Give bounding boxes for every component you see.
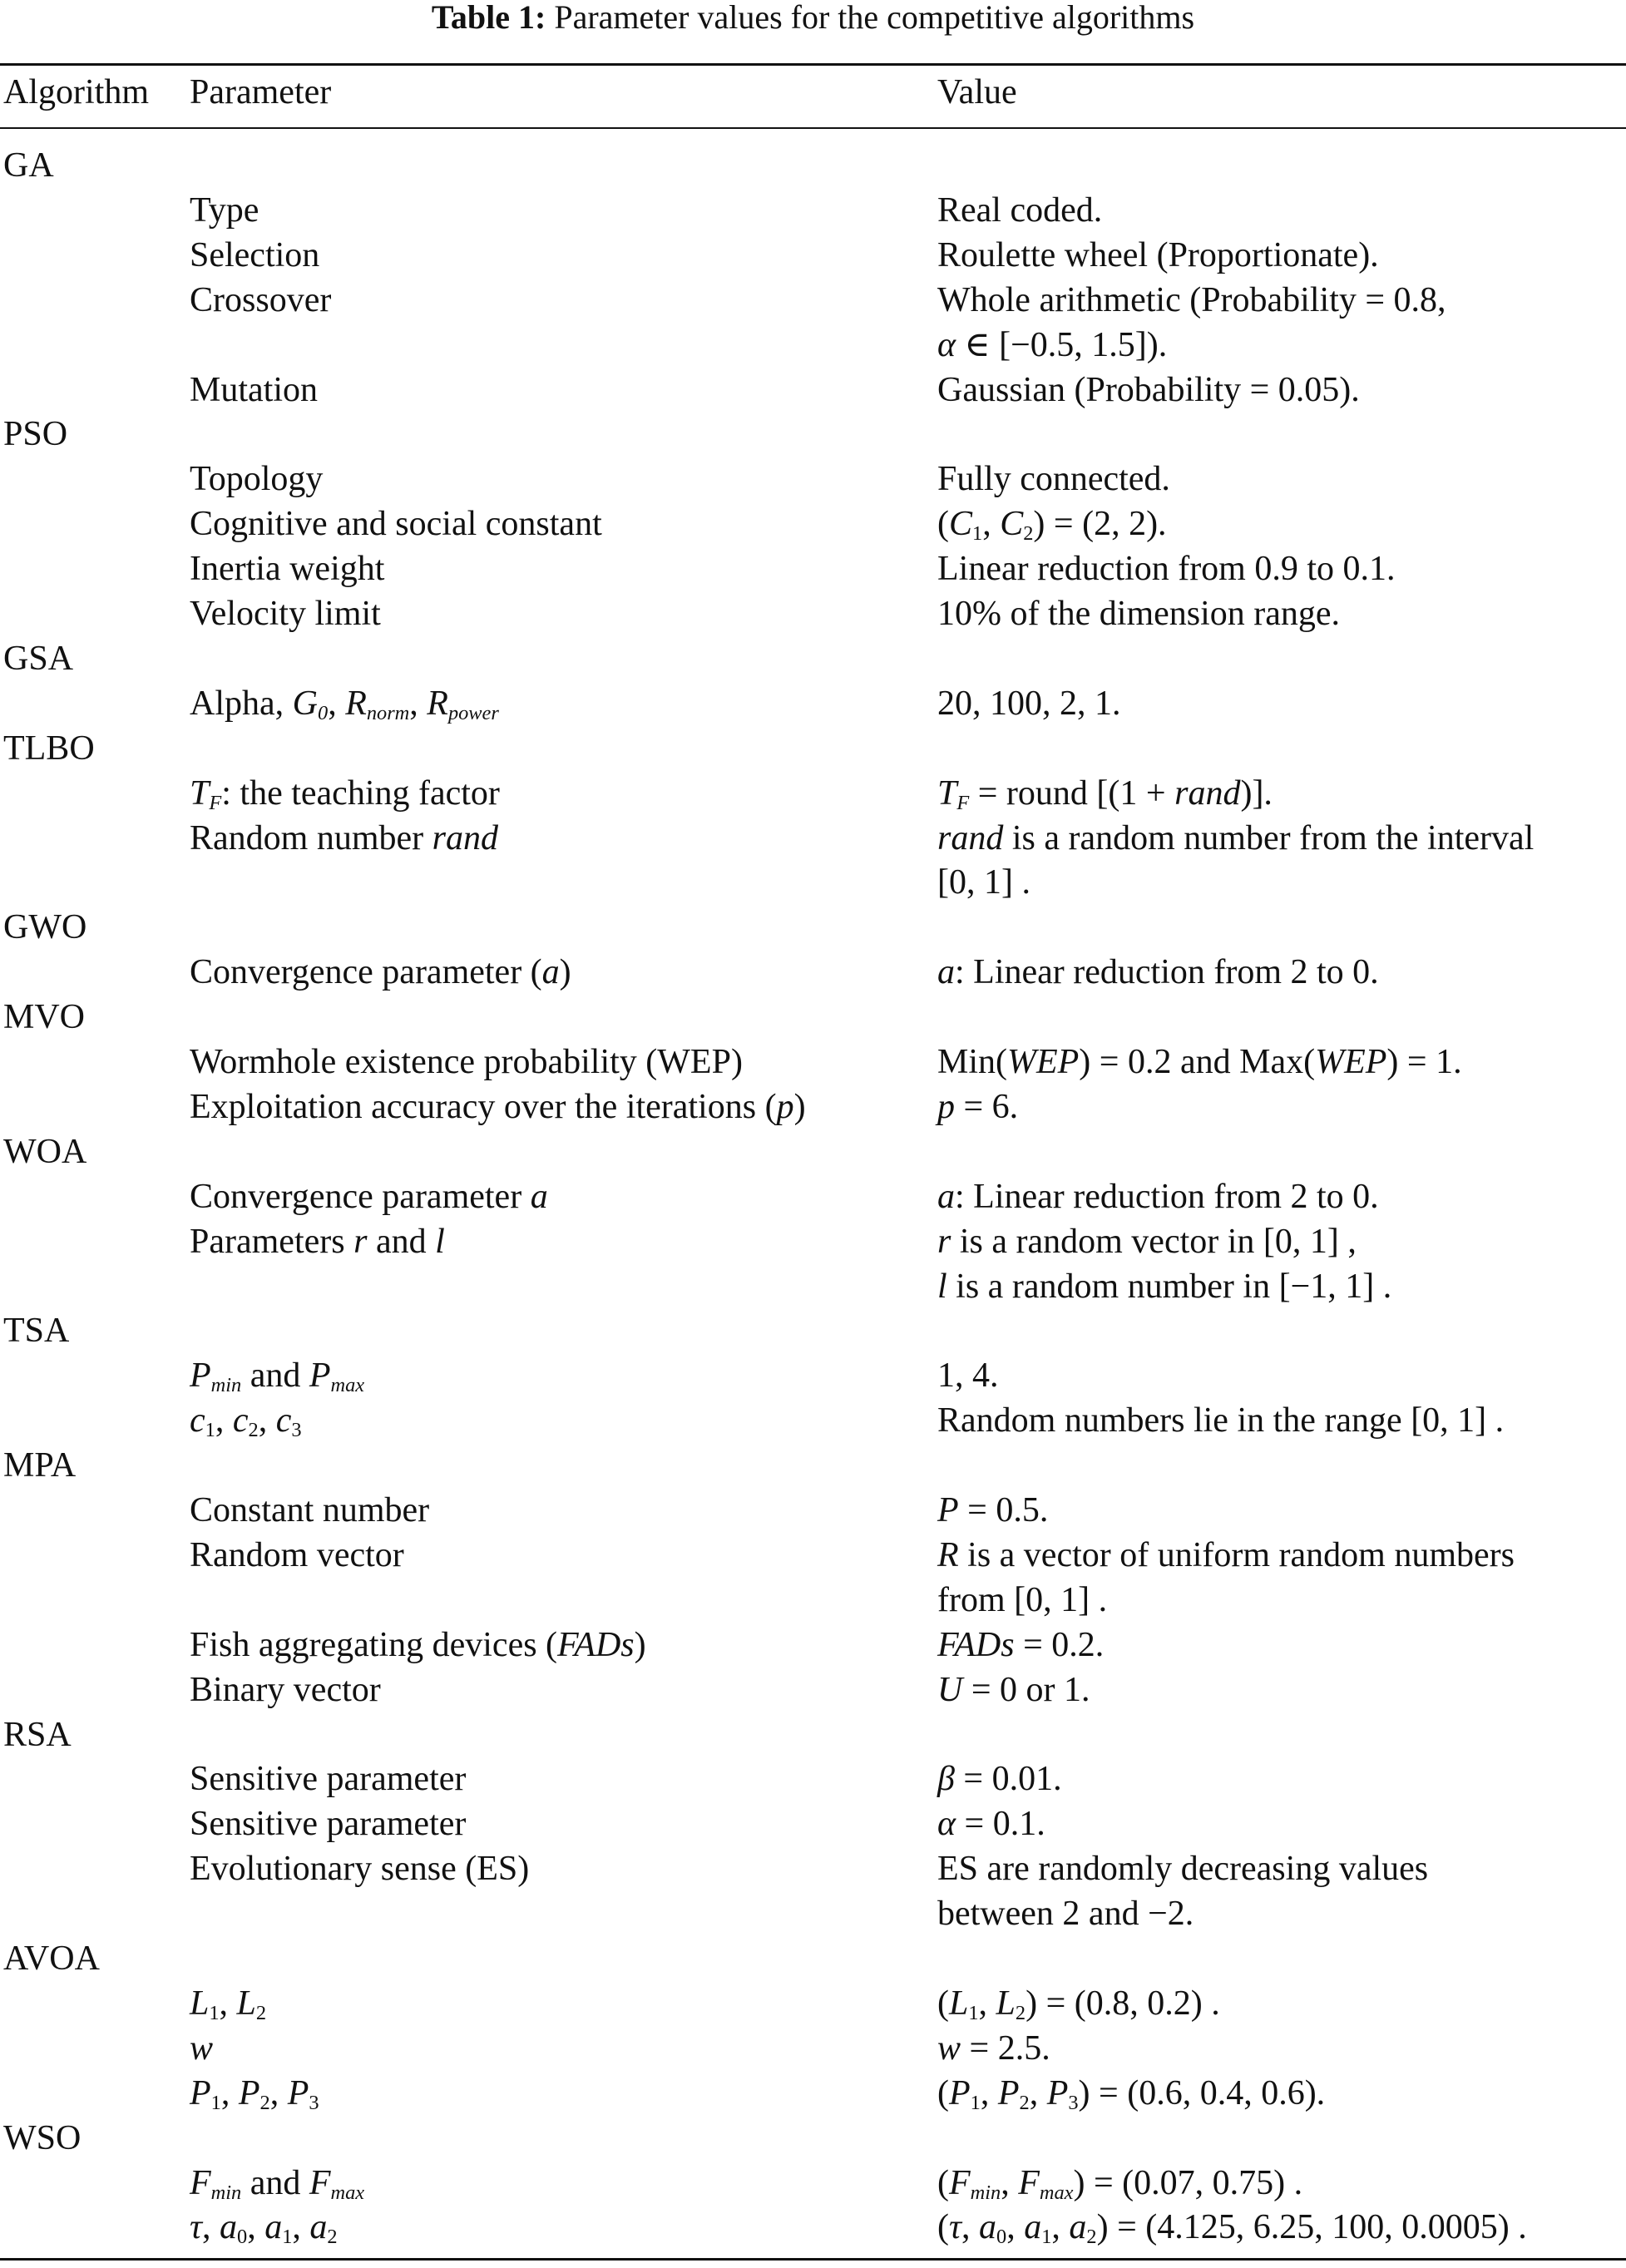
parameter-cell: Mutation <box>190 371 318 409</box>
header-value: Value <box>937 73 1017 111</box>
table-row <box>0 1578 1626 1623</box>
table-row <box>0 368 1626 413</box>
table-row <box>0 1129 1626 1174</box>
table-row <box>0 1533 1626 1578</box>
table-row <box>0 1891 1626 1936</box>
parameter-cell: Parameters r and l <box>190 1223 445 1261</box>
table-row <box>0 1085 1626 1129</box>
table-row <box>0 323 1626 368</box>
value-cell: Min(WEP) = 0.2 and Max(WEP) = 1. <box>937 1043 1462 1081</box>
value-cell: l is a random number in [−1, 1] . <box>937 1267 1392 1306</box>
table-row <box>0 188 1626 233</box>
table-row <box>0 1623 1626 1668</box>
table-row <box>0 1040 1626 1085</box>
value-cell: α = 0.1. <box>937 1805 1045 1843</box>
value-cell: a: Linear reduction from 2 to 0. <box>937 953 1379 991</box>
value-cell: 1, 4. <box>937 1356 999 1395</box>
value-cell: ($P_1$, $P_2$, $P_3) = (0.6$, 0.4, 0.6). <box>937 2074 1326 2115</box>
table-row <box>0 233 1626 278</box>
table-row <box>0 816 1626 861</box>
parameter-cell: Convergence parameter (a) <box>190 953 571 991</box>
parameter-cell: Random number rand <box>190 819 498 857</box>
table-row <box>0 1801 1626 1846</box>
table-row <box>0 905 1626 950</box>
value-cell: (τ, $a_0$, $a_1$, $a_2) = (4.125$, 6.25, 100, 0.0005) . <box>937 2208 1527 2249</box>
parameter-cell: Inertia weight <box>190 550 385 588</box>
parameter-cell: Exploitation accuracy over the iterations (p) <box>190 1088 806 1126</box>
algorithm-cell: MVO <box>3 998 86 1036</box>
parameter-cell: Sensitive parameter <box>190 1805 467 1843</box>
value-cell: ($C_1$, $C_2) = (2$, 2). <box>937 505 1167 546</box>
value-cell: Fully connected. <box>937 460 1170 498</box>
parameter-cell: Fish aggregating devices (FADs) <box>190 1626 646 1664</box>
parameter-cell: Convergence parameter a <box>190 1178 548 1216</box>
value-cell: between 2 and −2. <box>937 1895 1194 1933</box>
table-row <box>0 1174 1626 1219</box>
table-row <box>0 143 1626 188</box>
parameter-cell: Binary vector <box>190 1671 381 1709</box>
table-caption-text: Parameter values for the competitive algorithms <box>554 0 1195 36</box>
header-algorithm: Algorithm <box>3 73 149 111</box>
parameter-cell: Alpha, $G_0$, $R_{norm}$, $R_{power}$ <box>190 684 499 725</box>
table-row <box>0 1353 1626 1398</box>
value-cell: from [0, 1] . <box>937 1581 1108 1619</box>
table-bottom-rule <box>0 2258 1626 2261</box>
value-cell: rand is a random number from the interval <box>937 819 1535 857</box>
algorithm-cell: MPA <box>3 1446 77 1485</box>
value-cell: Linear reduction from 0.9 to 0.1. <box>937 550 1396 588</box>
algorithm-cell: GA <box>3 146 54 185</box>
table-row <box>0 502 1626 546</box>
value-cell: Random numbers lie in the range [0, 1] . <box>937 1401 1505 1440</box>
table-row <box>0 1712 1626 1757</box>
parameter-cell: Velocity limit <box>190 595 381 633</box>
table-row <box>0 2205 1626 2250</box>
value-cell: ($F_{min}$, $F_{max}) = (0.07$, 0.75) . <box>937 2164 1303 2205</box>
value-cell: $T_F$ = round [(1 + rand)]. <box>937 774 1273 815</box>
parameter-cell: Crossover <box>190 281 332 319</box>
parameter-cell: Cognitive and social constant <box>190 505 602 543</box>
table-row <box>0 2116 1626 2161</box>
table-row <box>0 1936 1626 1981</box>
table-row <box>0 2071 1626 2116</box>
parameter-cell: w <box>190 2029 214 2068</box>
table-row <box>0 860 1626 905</box>
value-cell: Real coded. <box>937 191 1103 230</box>
algorithm-cell: AVOA <box>3 1939 100 1978</box>
value-cell: r is a random vector in [0, 1] , <box>937 1223 1357 1261</box>
table-row <box>0 278 1626 323</box>
parameter-cell: $c_1$, $c_2$, $c_3$ <box>190 1401 302 1442</box>
table-row <box>0 1264 1626 1309</box>
table-row <box>0 1488 1626 1533</box>
table-row <box>0 412 1626 457</box>
value-cell: ($L_1$, $L_2) = (0.8$, 0.2) . <box>937 1984 1220 2025</box>
table-row <box>0 2026 1626 2071</box>
table-row <box>0 546 1626 591</box>
algorithm-cell: GSA <box>3 640 74 678</box>
algorithm-cell: GWO <box>3 908 87 946</box>
header-parameter: Parameter <box>190 73 332 111</box>
value-cell: β = 0.01. <box>937 1760 1062 1798</box>
table-row <box>0 457 1626 502</box>
parameter-cell: $P_1$, $P_2$, $P_3$ <box>190 2074 319 2115</box>
parameter-cell: Topology <box>190 460 324 498</box>
parameter-cell: $P_{min}$ and $P_{max}$ <box>190 1356 365 1397</box>
value-cell: α ∈ [−0.5, 1.5]). <box>937 326 1168 364</box>
algorithm-cell: WSO <box>3 2119 82 2157</box>
value-cell: Roulette wheel (Proportionate). <box>937 236 1379 274</box>
value-cell: p = 6. <box>937 1088 1019 1126</box>
parameter-cell: $L_1$, $L_2$ <box>190 1984 267 2025</box>
table-row <box>0 1981 1626 2026</box>
table-row <box>0 1308 1626 1353</box>
value-cell: [0, 1] . <box>937 863 1030 902</box>
parameter-cell: τ, $a_0$, $a_1$, $a_2$ <box>190 2208 338 2249</box>
value-cell: 20, 100, 2, 1. <box>937 684 1121 723</box>
parameter-cell: Evolutionary sense (ES) <box>190 1850 530 1888</box>
table-row <box>0 2161 1626 2206</box>
table-row <box>0 591 1626 636</box>
algorithm-cell: PSO <box>3 415 68 453</box>
table-row <box>0 950 1626 995</box>
value-cell: Gaussian (Probability = 0.05). <box>937 371 1360 409</box>
value-cell: FADs = 0.2. <box>937 1626 1105 1664</box>
table-row <box>0 1398 1626 1443</box>
value-cell: w = 2.5. <box>937 2029 1050 2068</box>
value-cell: U = 0 or 1. <box>937 1671 1090 1709</box>
parameter-cell: Type <box>190 191 259 230</box>
parameter-cell: Sensitive parameter <box>190 1760 467 1798</box>
table-row <box>0 1443 1626 1488</box>
table-row <box>0 1219 1626 1264</box>
table-row <box>0 1846 1626 1891</box>
value-cell: a: Linear reduction from 2 to 0. <box>937 1178 1379 1216</box>
value-cell: Whole arithmetic (Probability = 0.8, <box>937 281 1446 319</box>
table-row <box>0 1757 1626 1801</box>
algorithm-cell: TSA <box>3 1312 70 1350</box>
algorithm-cell: TLBO <box>3 729 95 768</box>
parameter-cell: Random vector <box>190 1536 404 1574</box>
parameter-cell: $F_{min}$ and $F_{max}$ <box>190 2164 365 2205</box>
parameter-cell: Constant number <box>190 1491 430 1529</box>
algorithm-cell: WOA <box>3 1133 87 1171</box>
table-row <box>0 771 1626 816</box>
parameter-cell: $T_F$: the teaching factor <box>190 774 500 815</box>
table-caption-label: Table 1: <box>431 0 546 36</box>
value-cell: 10% of the dimension range. <box>937 595 1341 633</box>
table-row <box>0 726 1626 771</box>
algorithm-cell: RSA <box>3 1716 72 1754</box>
value-cell: R is a vector of uniform random numbers <box>937 1536 1515 1574</box>
table-row <box>0 681 1626 726</box>
table-row <box>0 636 1626 681</box>
table-row <box>0 1668 1626 1712</box>
value-cell: P = 0.5. <box>937 1491 1049 1529</box>
parameter-cell: Selection <box>190 236 320 274</box>
value-cell: ES are randomly decreasing values <box>937 1850 1429 1888</box>
parameter-cell: Wormhole existence probability (WEP) <box>190 1043 743 1081</box>
table-row <box>0 995 1626 1040</box>
